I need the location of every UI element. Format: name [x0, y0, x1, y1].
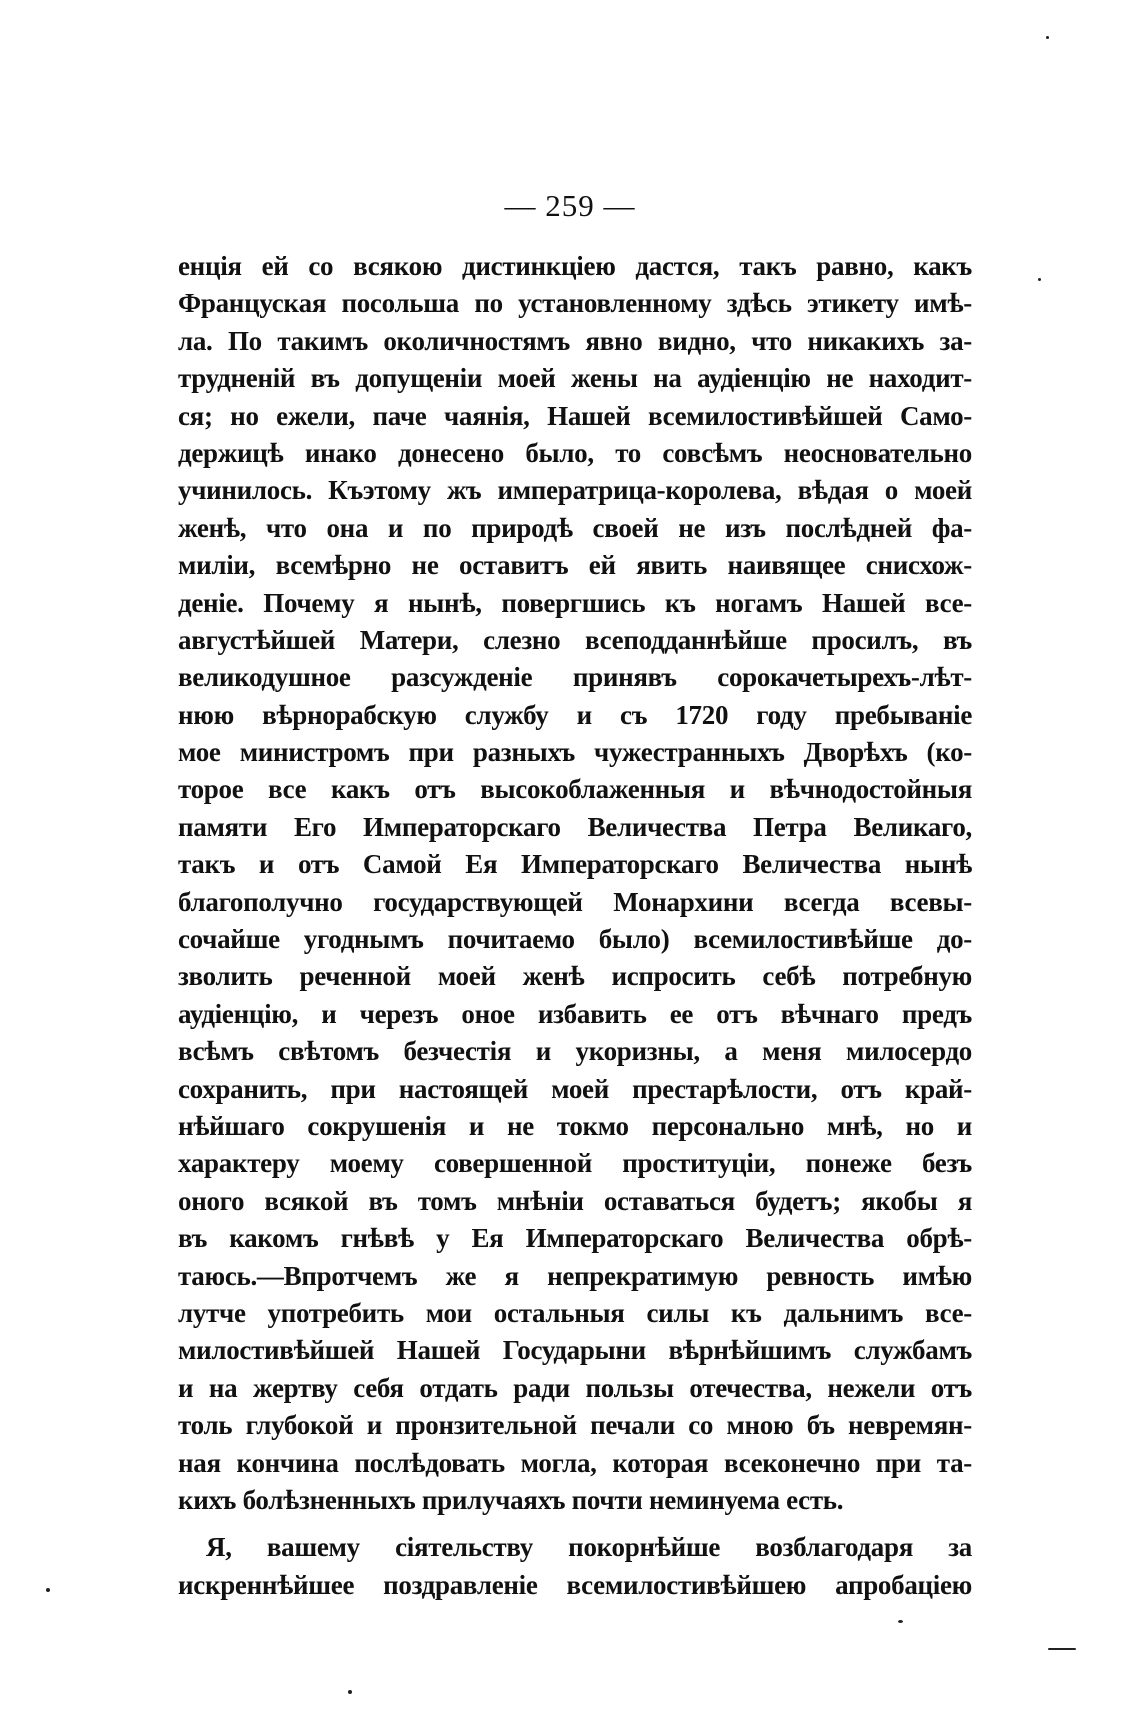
text-line: искреннѣйшее поздравленіе всемилостивѣйшею апробаціею — [178, 1569, 972, 1600]
text-line: августѣйшей Матери, слезно всеподданнѣйше просилъ, въ — [178, 624, 972, 655]
text-line: миліи, всемѣрно не оставитъ ей явить наивящее снисхож- — [178, 550, 972, 581]
text-line: деніе. Почему я нынѣ, повергшись къ ногамъ Нашей все- — [178, 587, 972, 618]
text-line: мое министромъ при разныхъ чужестранныхъ Дворѣхъ (ко- — [178, 737, 972, 768]
text-body — [178, 248, 972, 1604]
text-line: Я, вашему сіятельству покорнѣйше возблагодаря за — [206, 1532, 972, 1563]
paragraph-2 — [178, 1529, 972, 1604]
scan-speck — [1038, 278, 1041, 281]
text-line: держицѣ инако донесено было, то совсѣмъ неосновательно — [178, 437, 972, 468]
text-line: таюсь.—Впротчемъ же я непрекратимую ревность имѣю — [178, 1260, 972, 1291]
text-line: великодушное разсужденіе принявъ сорокачетырехъ-лѣт- — [178, 662, 972, 693]
text-line: трудненій въ допущеніи моей жены на аудіенцію не находит- — [178, 363, 972, 394]
text-line: и на жертву себя отдать ради пользы отечества, нежели отъ — [178, 1372, 972, 1403]
text-line: характеру моему совершенной проституціи, понеже безъ — [178, 1148, 972, 1179]
text-line: ная кончина послѣдовать могла, которая всеконечно при та- — [178, 1447, 972, 1478]
text-line: нѣйшаго сокрушенія и не токмо персонально мнѣ, но и — [178, 1110, 972, 1141]
text-line: учинилось. Къэтому жъ императрица-королева, вѣдая о моей — [178, 475, 972, 506]
scan-speck — [46, 1588, 50, 1592]
text-line: въ какомъ гнѣвѣ у Ея Императорскаго Величества обрѣ- — [178, 1223, 972, 1254]
text-line: зволить реченной моей женѣ испросить себѣ потребную — [178, 961, 972, 992]
text-line: сочайше угоднымъ почитаемо было) всемилостивѣйше до- — [178, 924, 972, 955]
text-line: аудіенцію, и черезъ оное избавить ее отъ вѣчнаго предъ — [178, 998, 972, 1029]
text-line: ла. По такимъ околичностямъ явно видно, что никакихъ за- — [178, 325, 972, 356]
text-line: кихъ болѣзненныхъ прилучаяхъ почти неминуема есть. — [178, 1484, 844, 1515]
scan-speck — [1046, 36, 1049, 39]
text-line: торое все какъ отъ высокоблаженныя и вѣчнодостойныя — [178, 774, 972, 805]
text-line: женѣ, что она и по природѣ своей не изъ послѣдней фа- — [178, 512, 972, 543]
text-line: оного всякой въ томъ мнѣніи оставаться будетъ; якобы я — [178, 1185, 972, 1216]
paragraph-gap — [178, 1519, 972, 1529]
text-line: Францускaя посольша по установленному здѣсь этикету имѣ- — [178, 288, 972, 319]
page-number: — 259 — — [504, 188, 636, 223]
text-line: такъ и отъ Самой Ея Императорскаго Величества нынѣ — [178, 849, 972, 880]
text-line: милостивѣйшей Нашей Государыни вѣрнѣйшимъ службамъ — [178, 1335, 972, 1366]
text-line: лутче употребить мои остальныя силы къ дальнимъ все- — [178, 1297, 972, 1328]
text-line: сохранить, при настоящей моей престарѣлости, отъ край- — [178, 1073, 972, 1104]
text-line: енція ей со всякою дистинкціею дастся, такъ равно, какъ — [178, 251, 972, 281]
scan-speck — [898, 1620, 903, 1623]
paragraph-1 — [178, 248, 972, 1519]
text-line: благополучно государствующей Монархини всегда всевы- — [178, 886, 972, 917]
text-line: толь глубокой и пронзительной печали со мною бъ невремян- — [178, 1410, 972, 1441]
scan-speck — [1048, 1648, 1076, 1650]
text-line: всѣмъ свѣтомъ безчестія и укоризны, а меня милосердо — [178, 1036, 972, 1067]
scan-speck — [348, 1690, 352, 1694]
text-line: памяти Его Императорскаго Величества Петра Великаго, — [178, 811, 972, 842]
text-line: ся; но ежели, паче чаянія, Нашей всемилостивѣйшей Само- — [178, 400, 972, 431]
text-line: нюю вѣрнорабскую службу и съ 1720 году пребываніе — [178, 699, 972, 730]
